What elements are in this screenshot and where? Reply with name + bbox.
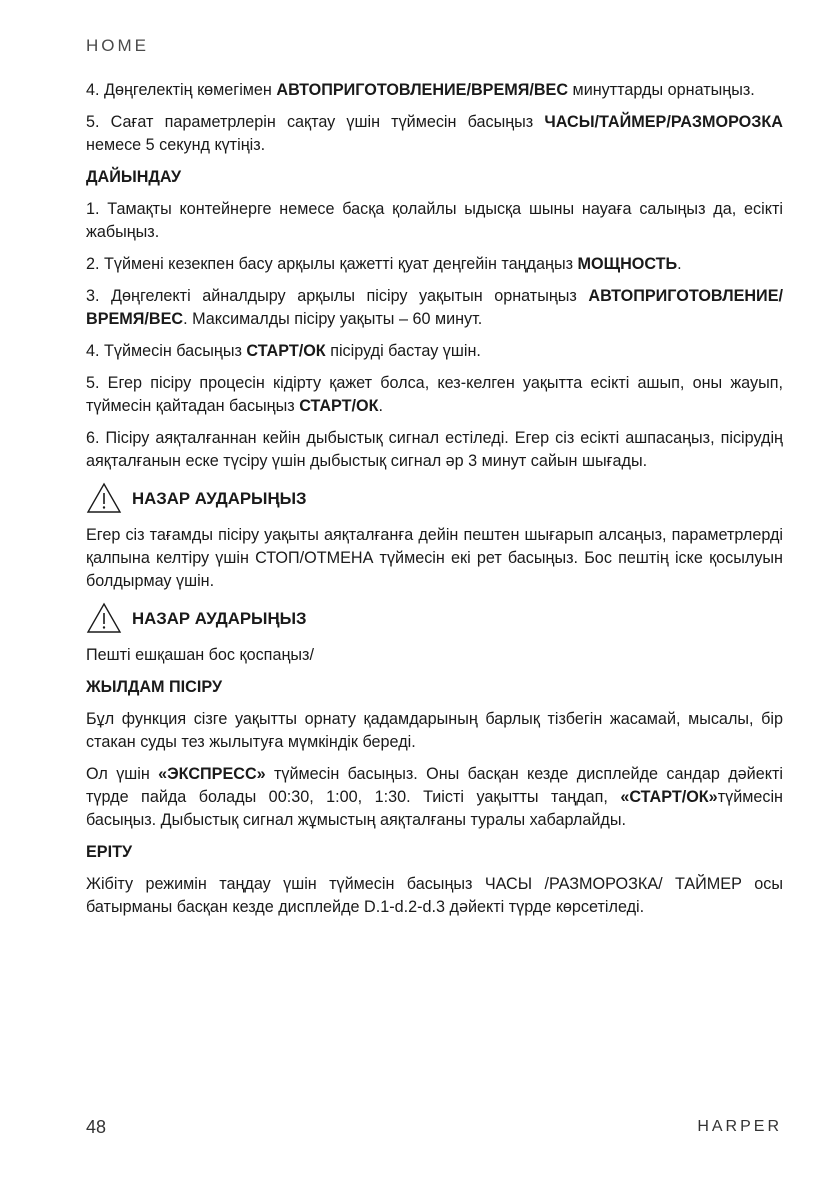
heading-quick-cooking: ЖЫЛДАМ ПІСІРУ (86, 678, 223, 696)
warning-heading-2: НАЗАР АУДАРЫҢЫЗ (86, 602, 783, 634)
brand-logo-home: HOME (86, 36, 149, 55)
warning-heading-1: НАЗАР АУДАРЫҢЫЗ (86, 482, 783, 514)
warning-text-2: Пешті ешқашан бос қоспаңыз/ (86, 646, 314, 664)
paragraph-prep-3: 3. Дөңгелекті айналдыру арқылы пісіру уақытын орнатыңыз АВТОПРИГОТОВЛЕНИЕ/ВРЕМЯ/ВЕС. Максималды пісіру уақыты – 60 минут. (86, 287, 783, 328)
warning-triangle-icon (86, 602, 122, 634)
manual-content (86, 79, 783, 928)
warning-triangle-icon (86, 482, 122, 514)
paragraph-quick-1: Бұл функция сізге уақытты орнату қадамдарының барлық тізбегін жасамай, мысалы, бір стакан суды тез жылытуға мүмкіндік береді. (86, 710, 783, 751)
paragraph-step4: 4. Дөңгелектің көмегімен АВТОПРИГОТОВЛЕНИЕ/ВРЕМЯ/ВЕС минуттарды орнатыңыз. (86, 81, 755, 99)
warning-text-1: Егер сіз тағамды пісіру уақыты аяқталғанға дейін пештен шығарып алсаңыз, параметрлерді қалпына келтіру үшін СТОП/ОТМЕНА түймесін екі рет басыңыз. Бос пештің іске қосылуын болдырмау үшін. (86, 526, 783, 590)
paragraph-quick-2: Ол үшін «ЭКСПРЕСС» түймесін басыңыз. Оны басқан кезде дисплейде сандар дәйекті түрде пайда болады 00:30, 1:00, 1:30. Тиісті уақытты таңдап, «СТАРТ/ОК»түймесін басыңыз. Дыбыстық сигнал жұмыстың аяқталғаны туралы хабарлайды. (86, 765, 783, 829)
heading-preparation: ДАЙЫНДАУ (86, 168, 182, 186)
paragraph-prep-5: 5. Егер пісіру процесін кідірту қажет болса, кез-келген уақытта есікті ашып, оны жауып, түймесін қайтадан басыңыз СТАРТ/ОК. (86, 374, 783, 415)
paragraph-prep-4: 4. Түймесін басыңыз СТАРТ/ОК пісіруді бастау үшін. (86, 342, 481, 360)
paragraph-prep-2: 2. Түймені кезекпен басу арқылы қажетті қуат деңгейін таңдаңыз МОЩНОСТЬ. (86, 255, 682, 273)
paragraph-defrost: Жібіту режимін таңдау үшін түймесін басыңыз ЧАСЫ /РАЗМОРОЗКА/ ТАЙМЕР осы батырманы басқан кезде дисплейде D.1-d.2-d.3 дәйекті түрде көрсетіледі. (86, 875, 783, 916)
paragraph-prep-1: 1. Тамақты контейнерге немесе басқа қолайлы ыдысқа шыны науаға салыңыз да, есікті жабыңыз. (86, 200, 783, 241)
paragraph-prep-6: 6. Пісіру аяқталғаннан кейін дыбыстық сигнал естіледі. Егер сіз есікті ашпасаңыз, пісірудің аяқталғанын еске түсіру үшін дыбыстық сигнал әр 3 минут сайын шығады. (86, 429, 783, 470)
paragraph-step5: 5. Сағат параметрлерін сақтау үшін түймесін басыңыз ЧАСЫ/ТАЙМЕР/РАЗМОРОЗКА немесе 5 секунд күтіңіз. (86, 113, 783, 154)
brand-logo-harper: HARPER (697, 1118, 782, 1135)
page-number: 48 (86, 1117, 107, 1137)
heading-defrost: ЕРІТУ (86, 843, 133, 861)
